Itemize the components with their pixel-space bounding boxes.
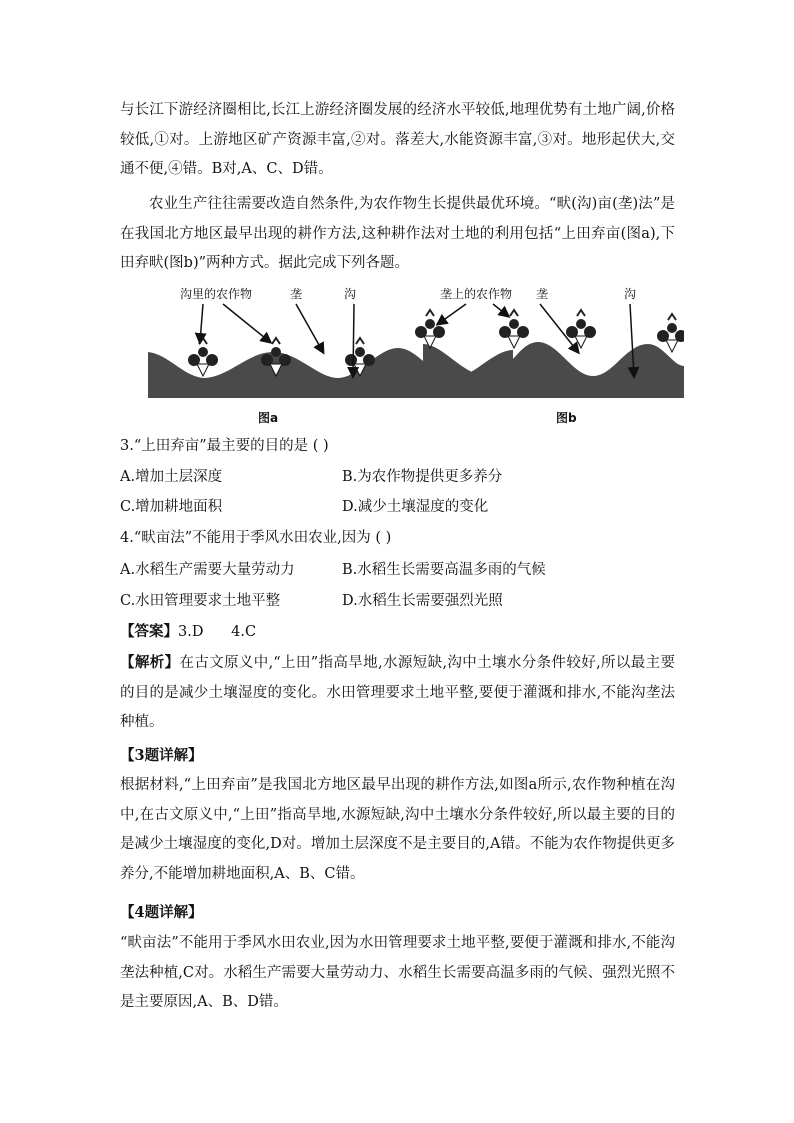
q3-option-b: B.为农作物提供更多养分 xyxy=(342,469,503,485)
q4-option-c: C.水田管理要求土地平整 xyxy=(120,593,281,609)
figure-b-caption: 图b xyxy=(556,411,577,425)
detail4-paragraph: “畎亩法”不能用于季风水田农业,因为水田管理要求土地平整,要便于灌溉和排水,不能沟垄法种植,C对。水稻生产需要大量劳动力、水稻生长需要高温多雨的气候、强烈光照不是主要原因,A、B、D错。 xyxy=(120,935,675,1010)
figure-a-crop-label: 沟里的农作物 xyxy=(180,287,253,301)
figure-a-caption: 图a xyxy=(258,411,279,425)
figure-b-furrow-label: 沟 xyxy=(624,287,637,301)
analysis-paragraph xyxy=(120,648,675,738)
arrow xyxy=(223,304,270,342)
analysis-text: 在古文原义中,“上田”指高旱地,水源短缺,沟中土壤水分条件较好,所以最主要的目的是减少土壤湿度的变化。水田管理要求土地平整,要便于灌溉和排水,不能沟垄法种植。 xyxy=(120,655,676,730)
q3-stem: 3.“上田弃亩”最主要的目的是 ( ) xyxy=(120,438,329,454)
q3-option-c: C.增加耕地面积 xyxy=(120,499,223,515)
detail4-label: 【4题详解】 xyxy=(120,904,203,921)
arrow xyxy=(493,304,508,316)
q4-option-a: A.水稻生产需要大量劳动力 xyxy=(120,562,295,578)
arrow xyxy=(296,304,323,352)
intro-paragraph: 与长江下游经济圈相比,长江上游经济圈发展的经济水平较低,地理优势有土地广阔,价格较低,①对。上游地区矿产资源丰富,②对。落差大,水能资源丰富,③对。地形起伏大,交通不便,④错。B对,A、C、D错。 xyxy=(120,102,675,177)
arrow xyxy=(438,304,466,324)
figure-b-crop xyxy=(415,310,445,348)
figure-a-ridge-label: 垄 xyxy=(290,287,303,301)
q4-option-d: D.水稻生长需要强烈光照 xyxy=(342,593,503,609)
answer-line xyxy=(120,622,256,642)
arrow xyxy=(200,304,203,342)
figure-furrow-ridge xyxy=(148,286,684,428)
material-paragraph: 农业生产往往需要改造自然条件,为农作物生长提供最优环境。“畎(沟)亩(垄)法”是在我国北方地区最早出现的耕作方法,这种耕作法对土地的利用包括“上田弃亩(图a),下田弃畎(图b)”两种方式。据此完成下列各题。 xyxy=(120,196,675,271)
answer-text: 3.D 4.C xyxy=(178,624,257,640)
figure-b-crop xyxy=(499,310,529,348)
q3-option-d: D.减少土壤湿度的变化 xyxy=(342,499,489,515)
figure-a-furrow-label: 沟 xyxy=(344,287,357,301)
q3-option-a: A.增加土层深度 xyxy=(120,469,223,485)
analysis-label: 【解析】 xyxy=(120,654,180,671)
detail3-label: 【3题详解】 xyxy=(120,747,203,764)
figure-b-crop xyxy=(657,314,684,352)
q4-option-b: B.水稻生长需要高温多雨的气候 xyxy=(342,562,546,578)
detail3-paragraph: 根据材料,“上田弃亩”是我国北方地区最早出现的耕作方法,如图a所示,农作物种植在沟中,在古文原义中,“上田”指高旱地,水源短缺,沟中土壤水分条件较好,所以最主要的目的是减少土壤湿度的变化,D对。增加土层深度不是主要目的,A错。不能为农作物提供更多养分,不能增加耕地面积,A、B、C错。 xyxy=(120,777,675,882)
q4-stem: 4.“畎亩法”不能用于季风水田农业,因为 ( ) xyxy=(120,530,392,546)
figure-a-crop xyxy=(188,338,218,376)
answer-label: 【答案】 xyxy=(120,623,178,640)
figure-b-crop-label: 垄上的农作物 xyxy=(440,287,513,301)
figure-b-terrain xyxy=(423,342,684,398)
arrow xyxy=(353,304,354,376)
figure-b-ridge-label: 垄 xyxy=(536,287,549,301)
